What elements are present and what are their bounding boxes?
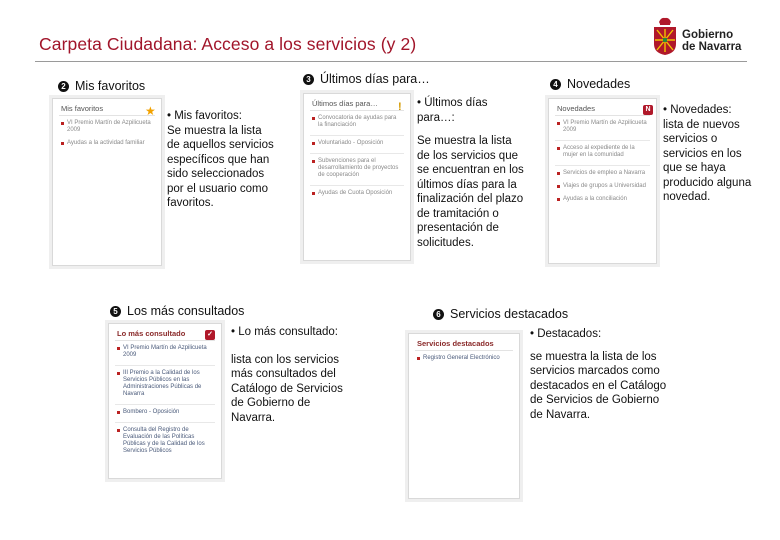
- new-badge-icon: N: [643, 105, 653, 115]
- destacados-card-preview: [408, 333, 520, 499]
- description-body: se muestra la lista de los servicios marcados como destacados en el Catálogo de Servicios de Gobierno de Navarra.: [530, 350, 667, 421]
- title-divider: [35, 61, 747, 62]
- section-destacados-heading: [433, 307, 568, 321]
- item-divider: [115, 404, 215, 405]
- description-body: lista con los servicios más consultados del Catálogo de Servicios de Gobierno de Navarra.: [231, 353, 343, 424]
- card-divider: [415, 350, 513, 351]
- item-divider: [310, 153, 404, 154]
- novedades-description: [663, 103, 763, 205]
- section-number-badge: 3: [303, 74, 314, 85]
- novedades-card-preview: [548, 98, 657, 264]
- section-heading-label: Servicios destacados: [450, 307, 569, 321]
- section-number-badge: 2: [58, 81, 69, 92]
- card-item[interactable]: Ayudas a la actividad familiar: [53, 140, 161, 153]
- favoritos-card-preview: [52, 98, 162, 266]
- card-divider: [59, 115, 155, 116]
- section-heading-label: Últimos días para…: [320, 72, 430, 86]
- description-title: • Destacados:: [530, 328, 602, 340]
- section-favoritos-heading: [58, 79, 145, 93]
- section-ultimos-heading: [303, 72, 430, 86]
- spacer: [530, 342, 672, 350]
- card-item[interactable]: III Premio a la Calidad de los Servicios Públicos en las Administraciones Públicas de Navarra: [109, 370, 221, 404]
- card-title: Últimos días para…: [312, 99, 378, 108]
- section-heading-label: Los más consultados: [127, 304, 245, 318]
- gobierno-navarra-logo: [652, 16, 752, 56]
- section-number-badge: 4: [550, 79, 561, 90]
- item-divider: [115, 365, 215, 366]
- card-item[interactable]: Bombero - Oposición: [109, 409, 221, 422]
- section-heading-label: Mis favoritos: [75, 79, 146, 93]
- description-title: • Mis favoritos:: [167, 110, 242, 122]
- description-body: lista de nuevos servicios o servicios en los que se haya producido alguna novedad.: [663, 118, 752, 203]
- card-title: Lo más consultado: [117, 329, 186, 338]
- card-title: Servicios destacados: [417, 339, 494, 348]
- section-consultados-heading: [110, 304, 244, 318]
- card-title: Novedades: [557, 104, 595, 113]
- alert-icon: !: [398, 101, 402, 113]
- page-title: Carpeta Ciudadana: Acceso a los servicios (y 2): [39, 34, 417, 54]
- card-item[interactable]: VI Premio Martín de Azpilicueta 2009: [109, 345, 221, 365]
- navarra-shield-icon: [652, 16, 678, 56]
- description-title: • Lo más consultado:: [231, 326, 338, 338]
- logo-text-line1: Gobierno: [682, 29, 734, 41]
- card-item[interactable]: Convocatoria de ayudas para la financiación: [304, 115, 410, 135]
- description-title: • Últimos días para…:: [417, 97, 488, 124]
- ultimos-description: [417, 96, 525, 250]
- section-heading-label: Novedades: [567, 77, 631, 91]
- card-item[interactable]: VI Premio Martín de Azpilicueta 2009: [549, 120, 656, 140]
- card-item[interactable]: VI Premio Martín de Azpilicueta 2009: [53, 120, 161, 140]
- card-divider: [310, 110, 404, 111]
- card-item[interactable]: Ayudas de Cuota Oposición: [304, 190, 410, 203]
- description-title: • Novedades:: [663, 104, 732, 116]
- card-item[interactable]: Servicios de empleo a Navarra: [549, 170, 656, 183]
- card-item[interactable]: Consulta del Registro de Evaluación de las Políticas Públicas y de la Calidad de los Servicios Públicos: [109, 427, 221, 461]
- card-item[interactable]: Viajes de grupos a Universidad: [549, 183, 656, 196]
- card-title: Mis favoritos: [61, 104, 104, 113]
- item-divider: [310, 185, 404, 186]
- consultados-description: [231, 325, 351, 425]
- description-body: Se muestra la lista de los servicios que se encuentran en los últimos días para la finalización del plazo de tramitación o presentación de solicitudes.: [417, 135, 524, 249]
- destacados-description: [530, 327, 672, 422]
- item-divider: [555, 165, 650, 166]
- spacer: [231, 340, 351, 353]
- card-item[interactable]: Registro General Electrónico: [409, 355, 519, 368]
- favoritos-description: [167, 109, 275, 211]
- description-body: Se muestra la lista de aquellos servicios específicos que han sido seleccionados por el usuario como favoritos.: [167, 124, 274, 209]
- card-item[interactable]: Ayudas a la conciliación: [549, 196, 656, 209]
- item-divider: [555, 140, 650, 141]
- section-number-badge: 5: [110, 306, 121, 317]
- section-novedades-heading: [550, 77, 630, 91]
- ultimos-card-preview: [303, 93, 411, 261]
- spacer: [417, 125, 525, 134]
- item-divider: [115, 422, 215, 423]
- card-divider: [555, 115, 650, 116]
- item-divider: [310, 135, 404, 136]
- card-item[interactable]: Voluntariado - Oposición: [304, 140, 410, 153]
- section-number-badge: 6: [433, 309, 444, 320]
- card-divider: [115, 340, 215, 341]
- card-item[interactable]: Acceso al expediente de la mujer en la comunidad: [549, 145, 656, 165]
- star-icon: ★: [145, 104, 156, 118]
- consultados-card-preview: [108, 323, 222, 479]
- popular-badge-icon: ✓: [205, 330, 215, 340]
- card-item[interactable]: Subvenciones para el desarrollamiento de proyectos de cooperación: [304, 158, 410, 185]
- logo-text-line2: de Navarra: [682, 41, 742, 53]
